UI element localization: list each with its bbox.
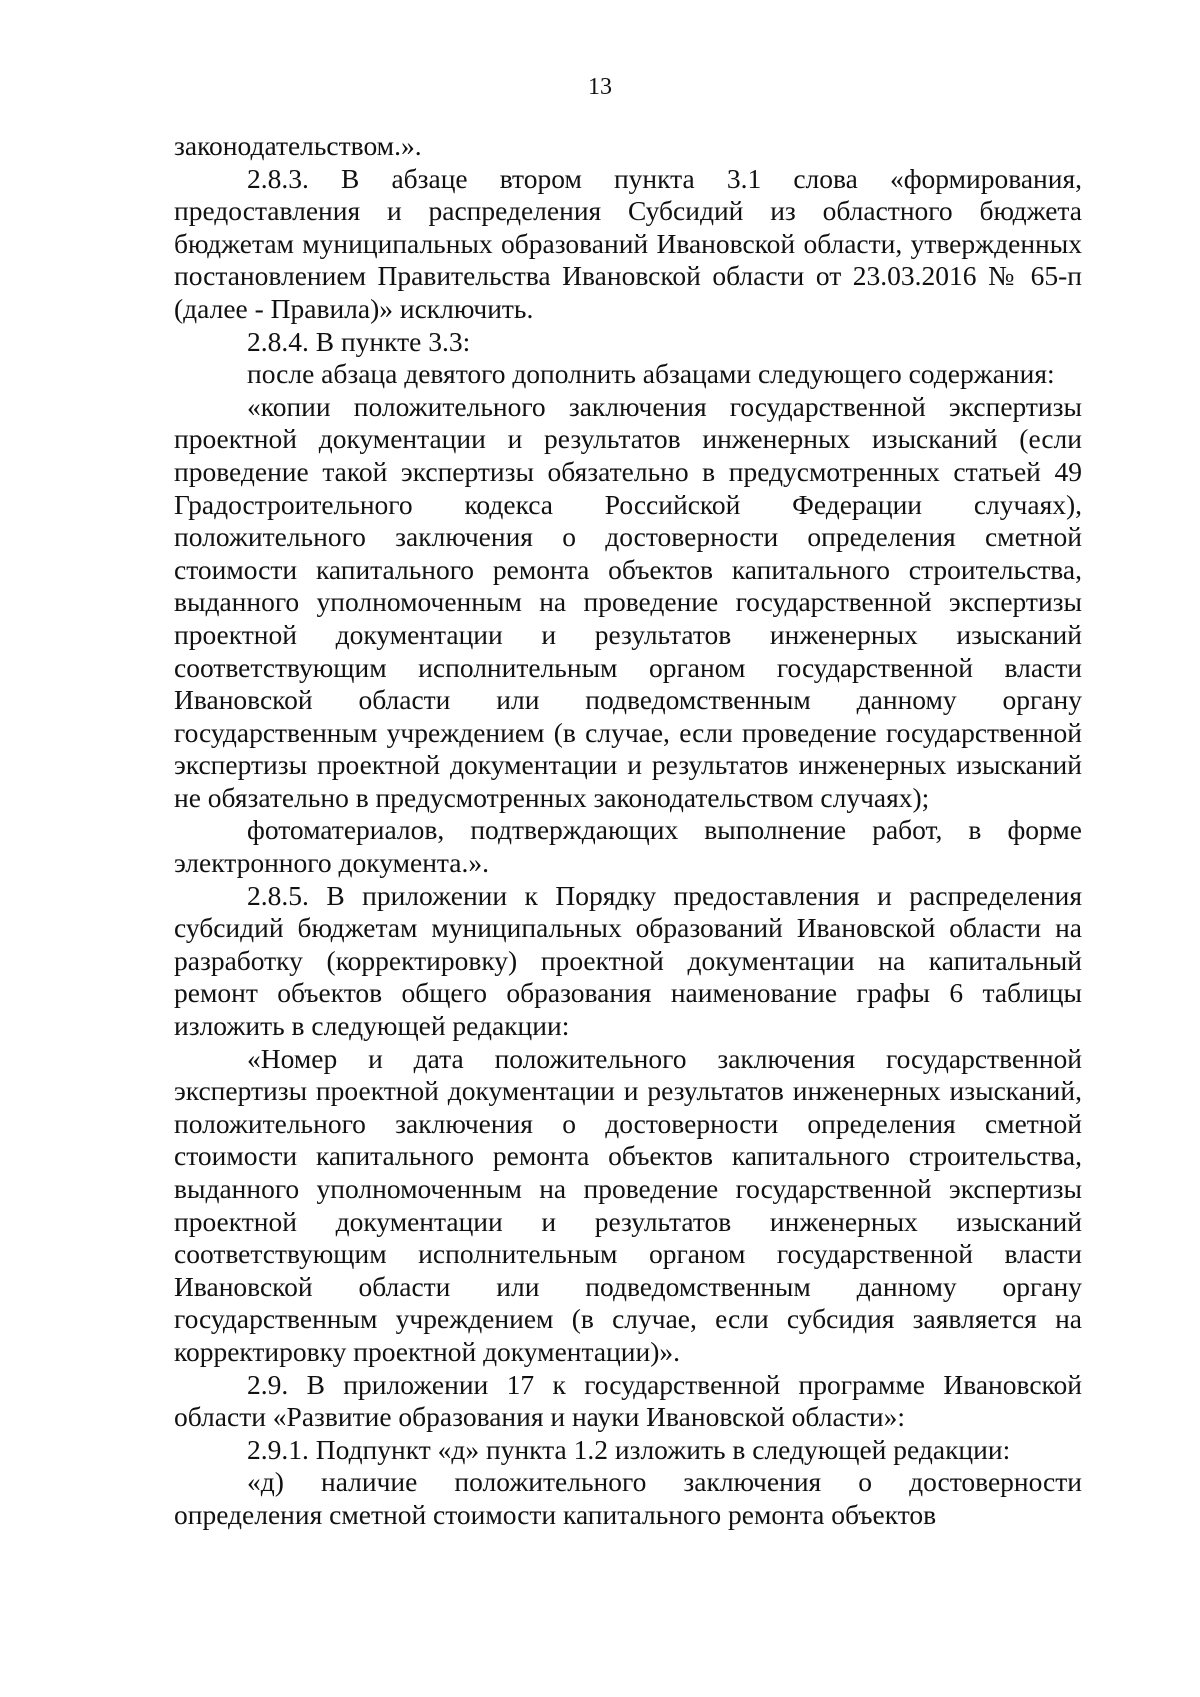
- paragraph: «копии положительного заключения государственной экспертизы проектной документации и результатов инженерных изысканий (если проведение такой экспертизы обязательно в предусмотренных статьей 49 Градостроительного кодекса Российской Федерации случаях), положительного заключения о достоверности определения сметной стоимости капитального ремонта объектов капитального строительства, выданного уполномоченным на проведение государственной экспертизы проектной документации и результатов инженерных изысканий соответствующим исполнительным органом государственной власти Ивановской области или подведомственным данному органу государственным учреждением (в случае, если проведение государственной экспертизы проектной документации и результатов инженерных изысканий не обязательно в предусмотренных законодательством случаях);: [174, 390, 1082, 813]
- paragraph: фотоматериалов, подтверждающих выполнение работ, в форме электронного документа.».: [174, 814, 1082, 879]
- paragraph: 2.9.1. Подпункт «д» пункта 1.2 изложить в следующей редакции:: [247, 1433, 1011, 1465]
- document-body: [174, 130, 1082, 1532]
- paragraph: 2.8.3. В абзаце втором пункта 3.1 слова «формирования, предоставления и распределения Субсидий из областного бюджета бюджетам муниципальных образований Ивановской области, утвержденных постановлением Правительства Ивановской области от 23.03.2016 № 65-п (далее - Правила)» исключить.: [174, 162, 1082, 324]
- paragraph: законодательством.».: [174, 130, 422, 161]
- paragraph: 2.9. В приложении 17 к государственной программе Ивановской области «Развитие образования и науки Ивановской области»:: [174, 1368, 1082, 1433]
- paragraph: «Номер и дата положительного заключения государственной экспертизы проектной документации и результатов инженерных изысканий, положительного заключения о достоверности определения сметной стоимости капитального ремонта объектов капитального строительства, выданного уполномоченным на проведение государственной экспертизы проектной документации и результатов инженерных изысканий соответствующим исполнительным органом государственной власти Ивановской области или подведомственным данному органу государственным учреждением (в случае, если субсидия заявляется на корректировку проектной документации)».: [174, 1042, 1082, 1367]
- paragraph: после абзаца девятого дополнить абзацами следующего содержания:: [247, 358, 1055, 390]
- paragraph: 2.8.4. В пункте 3.3:: [247, 325, 471, 357]
- page-number: 13: [588, 74, 612, 100]
- paragraph: 2.8.5. В приложении к Порядку предоставления и распределения субсидий бюджетам муниципальных образований Ивановской области на разработку (корректировку) проектной документации на капитальный ремонт объектов общего образования наименование графы 6 таблицы изложить в следующей редакции:: [174, 879, 1082, 1042]
- paragraph: «д) наличие положительного заключения о достоверности определения сметной стоимости капитального ремонта объектов: [174, 1466, 1082, 1530]
